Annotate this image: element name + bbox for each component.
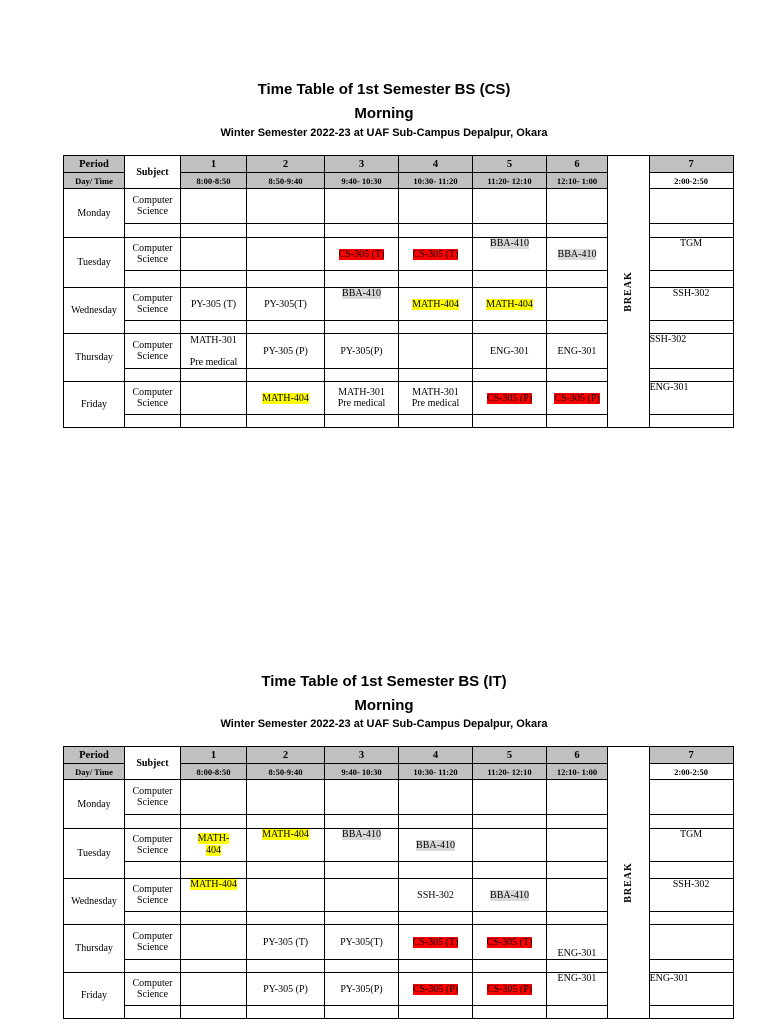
period-header: Period [64,747,125,764]
day-wednesday: Wednesday [64,879,125,925]
time-slot: 2:00-2:50 [649,173,733,189]
time-slot: 8:00-8:50 [181,173,247,189]
break-label: BREAK [622,271,634,312]
it-session: Morning [354,697,414,714]
class-slot: ENG-301 [649,382,733,415]
class-slot: CS-305 (P) [554,392,600,404]
class-slot: TGM [649,238,733,271]
class-slot: MATH-404 [262,829,309,840]
subject-header: Subject [125,747,181,780]
period-number: 4 [399,156,473,173]
cs-session: Morning [354,105,414,122]
day-thursday: Thursday [64,334,125,382]
period-number: 3 [325,747,399,764]
class-slot: MATH-404 [262,392,309,404]
time-slot: 9:40- 10:30 [325,173,399,189]
day-time-header: Day/ Time [64,173,125,189]
time-slot: 9:40- 10:30 [325,764,399,780]
class-slot: BBA-410 [557,248,597,260]
class-slot: PY-305(T) [325,925,399,960]
class-slot: ENG-301 [547,925,608,960]
period-number: 4 [399,747,473,764]
subject-header: Subject [125,156,181,189]
break-column [608,156,650,428]
period-number: 7 [649,156,733,173]
period-number: 6 [547,747,608,764]
class-slot: CS-305 (P) [486,392,533,404]
period-number: 1 [181,156,247,173]
class-slot: ENG-301 [547,973,608,1006]
class-slot: ENG-301 [547,334,608,369]
class-slot: CS-305 (P) [486,983,533,995]
subject-cell: Computer Science [125,238,181,271]
class-slot: CS-305 (T) [412,936,459,948]
subject-cell: Computer Science [125,334,181,369]
class-slot: PY-305 (T) [181,288,247,321]
time-slot: 10:30- 11:20 [399,173,473,189]
class-slot: MATH-404 [486,298,533,310]
class-slot: PY-305(T) [247,288,325,321]
class-slot: TGM [649,829,733,862]
subject-cell: Computer Science [125,780,181,815]
class-slot: MATH-404 [412,298,459,310]
class-slot: PY-305(P) [325,973,399,1006]
day-tuesday: Tuesday [64,829,125,879]
period-number: 5 [473,747,547,764]
subject-cell: Computer Science [125,382,181,415]
time-slot: 10:30- 11:20 [399,764,473,780]
class-slot: MATH-301 Pre medical [181,334,247,369]
day-time-header: Day/ Time [64,764,125,780]
class-slot: CS-305 (P) [412,983,459,995]
break-column [608,747,650,1019]
period-header: Period [64,156,125,173]
period-number: 6 [547,156,608,173]
day-monday: Monday [64,189,125,238]
subject-cell: Computer Science [125,879,181,912]
time-slot: 12:10- 1:00 [547,764,608,780]
class-slot: ENG-301 [649,973,733,1006]
class-slot: SSH-302 [649,288,733,321]
time-slot: 8:50-9:40 [247,173,325,189]
period-number: 2 [247,156,325,173]
class-slot: SSH-302 [399,879,473,912]
class-slot: MATH-301 Pre medical [399,382,473,415]
day-friday: Friday [64,382,125,428]
it-title: Time Table of 1st Semester BS (IT) [261,673,507,690]
class-slot: PY-305 (P) [247,973,325,1006]
time-slot: 8:50-9:40 [247,764,325,780]
day-wednesday: Wednesday [64,288,125,334]
period-number: 1 [181,747,247,764]
cs-timetable [63,155,734,428]
period-number: 3 [325,156,399,173]
break-label: BREAK [622,862,634,903]
class-slot: CS-305 (T) [412,248,459,260]
time-slot: 2:00-2:50 [649,764,733,780]
it-timetable [63,746,734,1019]
class-slot: BBA-410 [490,238,529,249]
class-slot: ENG-301 [473,334,547,369]
class-slot: BBA-410 [342,829,381,840]
class-slot: MATH-404 [190,879,237,890]
time-slot: 12:10- 1:00 [547,173,608,189]
time-slot: 8:00-8:50 [181,764,247,780]
class-slot: BBA-410 [490,889,529,901]
subject-cell: Computer Science [125,288,181,321]
day-monday: Monday [64,780,125,829]
day-tuesday: Tuesday [64,238,125,288]
class-slot: MATH-301 Pre medical [325,382,399,415]
class-slot: BBA-410 [342,288,381,299]
day-friday: Friday [64,973,125,1019]
class-slot: BBA-410 [416,839,455,851]
class-slot: MATH- 404 [181,829,247,862]
period-number: 7 [649,747,733,764]
subject-cell: Computer Science [125,973,181,1006]
subject-cell: Computer Science [125,925,181,960]
class-slot: CS-305 (T) [486,936,533,948]
it-subtitle: Winter Semester 2022-23 at UAF Sub-Campus Depalpur, Okara [220,718,548,730]
class-slot: PY-305 (T) [247,925,325,960]
period-number: 2 [247,747,325,764]
time-slot: 11:20- 12:10 [473,764,547,780]
class-slot: SSH-302 [649,879,733,912]
subject-cell: Computer Science [125,189,181,224]
cs-title: Time Table of 1st Semester BS (CS) [257,81,511,98]
class-slot: SSH-302 [649,334,733,369]
cs-subtitle: Winter Semester 2022-23 at UAF Sub-Campus Depalpur, Okara [220,127,548,139]
time-slot: 11:20- 12:10 [473,173,547,189]
class-slot: CS-305 (T) [338,248,385,260]
period-number: 5 [473,156,547,173]
day-thursday: Thursday [64,925,125,973]
class-slot: PY-305 (P) [247,334,325,369]
class-slot: PY-305(P) [325,334,399,369]
subject-cell: Computer Science [125,829,181,862]
